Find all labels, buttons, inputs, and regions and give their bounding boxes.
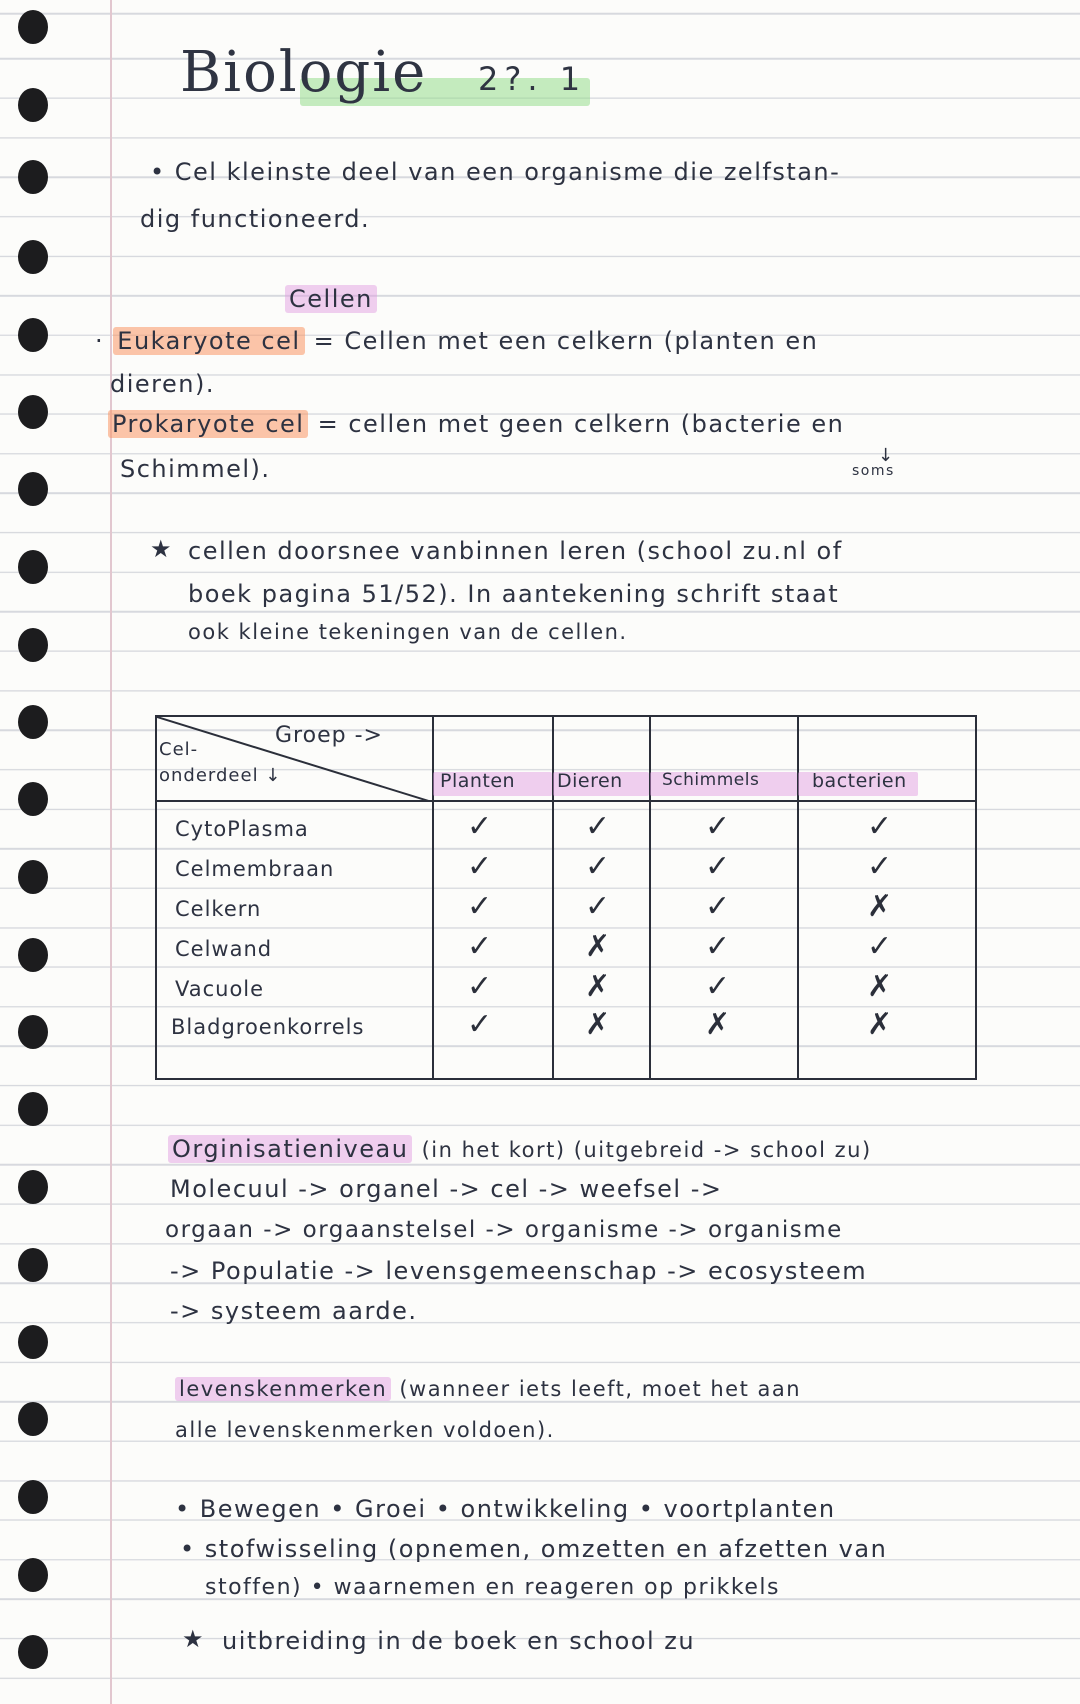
binder-hole <box>18 395 48 429</box>
row-label-celwand: Celwand <box>175 937 273 961</box>
organisation-line-1 <box>168 1135 872 1163</box>
binder-hole <box>18 705 48 739</box>
binder-holes <box>0 0 90 1704</box>
organisation-line-3: orgaan -> orgaanstelsel -> organisme -> organisme <box>165 1217 843 1243</box>
table-mark: ✓ <box>467 809 493 844</box>
definition-line-2: dig functioneerd. <box>140 205 371 233</box>
binder-hole <box>18 318 48 352</box>
binder-hole <box>18 1092 48 1126</box>
row-label-vacuole: Vacuole <box>175 977 265 1001</box>
table-mark: ✗ <box>585 929 611 964</box>
table-mark: ✓ <box>867 929 893 964</box>
organisation-line-2: Molecuul -> organel -> cel -> weefsel -> <box>170 1175 723 1203</box>
note-line-3: ook kleine tekeningen van de cellen. <box>188 620 628 644</box>
table-corner-bottom-1: Cel- <box>159 739 199 760</box>
cells-heading <box>285 285 377 313</box>
eukaryote-definition: = Cellen met een celkern (planten en <box>313 327 819 355</box>
column-header-planten: Planten <box>440 770 516 792</box>
prokaryote-line-1 <box>108 410 844 438</box>
table-mark: ✓ <box>467 849 493 884</box>
footer-note: uitbreiding in de boek en school zu <box>222 1627 696 1655</box>
cell-parts-table <box>155 715 977 1080</box>
prokaryote-note: soms <box>852 463 895 479</box>
binder-hole <box>18 1558 48 1592</box>
cells-heading-text: Cellen <box>285 285 377 313</box>
binder-hole <box>18 550 48 584</box>
features-line-1: • Bewegen • Groei • ontwikkeling • voortplanten <box>175 1495 836 1523</box>
footer-star-icon: ★ <box>182 1625 206 1653</box>
table-mark: ✓ <box>585 809 611 844</box>
organisation-line-4: -> Populatie -> levensgemeenschap -> ecosysteem <box>170 1257 868 1285</box>
page-title: Biologie <box>180 40 428 105</box>
prokaryote-definition: = cellen met geen celkern (bacterie en <box>317 410 845 438</box>
note-line-1: cellen doorsnee vanbinnen leren (school zu.nl of <box>188 537 843 565</box>
life-features-line-2: alle levenskenmerken voldoen). <box>175 1418 555 1442</box>
binder-hole <box>18 240 48 274</box>
eukaryote-line-2: dieren). <box>110 370 215 398</box>
table-mark: ✗ <box>705 1007 731 1042</box>
table-mark: ✓ <box>585 889 611 924</box>
down-arrow-icon: ↓ <box>878 445 894 466</box>
table-mark: ✗ <box>867 889 893 924</box>
definition-line-1: • Cel kleinste deel van een organisme die zelfstan- <box>150 158 841 186</box>
features-line-3: stoffen) • waarnemen en reageren op prikkels <box>205 1575 780 1600</box>
binder-hole <box>18 938 48 972</box>
organisation-term: Orginisatieniveau <box>168 1135 412 1163</box>
eukaryote-term: Eukaryote cel <box>113 327 304 355</box>
life-features-term: levenskenmerken <box>175 1377 391 1401</box>
column-header-schimmels: Schimmels <box>662 770 760 790</box>
table-mark: ✗ <box>867 969 893 1004</box>
date: 2?. 1 <box>478 60 587 98</box>
table-mark: ✓ <box>467 1007 493 1042</box>
table-mark: ✓ <box>705 929 731 964</box>
binder-hole <box>18 472 48 506</box>
binder-hole <box>18 1170 48 1204</box>
life-features-line-1 <box>175 1377 801 1401</box>
binder-hole <box>18 782 48 816</box>
star-icon: ★ <box>150 535 174 563</box>
table-header-divider <box>157 800 975 802</box>
table-mark: ✓ <box>867 849 893 884</box>
binder-hole <box>18 10 48 44</box>
table-mark: ✓ <box>467 929 493 964</box>
eukaryote-line-1 <box>95 327 818 355</box>
row-label-celkern: Celkern <box>175 897 262 921</box>
life-features-note: (wanneer iets leeft, moet het aan <box>399 1377 802 1401</box>
binder-hole <box>18 88 48 122</box>
organisation-line-5: -> systeem aarde. <box>170 1297 418 1325</box>
binder-hole <box>18 1015 48 1049</box>
table-mark: ✓ <box>467 889 493 924</box>
binder-hole <box>18 628 48 662</box>
bullet-dot: · <box>95 327 105 355</box>
binder-hole <box>18 1480 48 1514</box>
table-corner-top: Groep -> <box>275 723 383 748</box>
table-mark: ✓ <box>585 849 611 884</box>
organisation-note: (in het kort) (uitgebreid -> school zu) <box>421 1138 872 1162</box>
table-mark: ✓ <box>705 889 731 924</box>
prokaryote-term: Prokaryote cel <box>108 410 308 438</box>
binder-hole <box>18 1248 48 1282</box>
binder-hole <box>18 1402 48 1436</box>
note-line-2: boek pagina 51/52). In aantekening schrift staat <box>188 580 840 608</box>
binder-hole <box>18 860 48 894</box>
table-mark: ✗ <box>867 1007 893 1042</box>
column-header-dieren: Dieren <box>557 770 623 792</box>
row-label-celmembraan: Celmembraan <box>175 857 335 881</box>
table-mark: ✓ <box>705 849 731 884</box>
column-header-bacterien: bacterien <box>812 770 907 792</box>
row-label-cytoplasma: CytoPlasma <box>175 817 309 841</box>
table-mark: ✓ <box>467 969 493 1004</box>
features-line-2: • stofwisseling (opnemen, omzetten en afzetten van <box>180 1535 888 1563</box>
table-mark: ✓ <box>705 809 731 844</box>
row-label-bladgroenkorrels: Bladgroenkorrels <box>171 1015 365 1039</box>
binder-hole <box>18 1325 48 1359</box>
table-mark: ✗ <box>585 969 611 1004</box>
prokaryote-line-2: Schimmel). <box>120 455 271 483</box>
table-corner-bottom-2: onderdeel ↓ <box>159 765 282 786</box>
binder-hole <box>18 1635 48 1669</box>
binder-hole <box>18 160 48 194</box>
margin-line <box>110 0 112 1704</box>
table-mark: ✓ <box>867 809 893 844</box>
table-mark: ✓ <box>705 969 731 1004</box>
table-mark: ✗ <box>585 1007 611 1042</box>
